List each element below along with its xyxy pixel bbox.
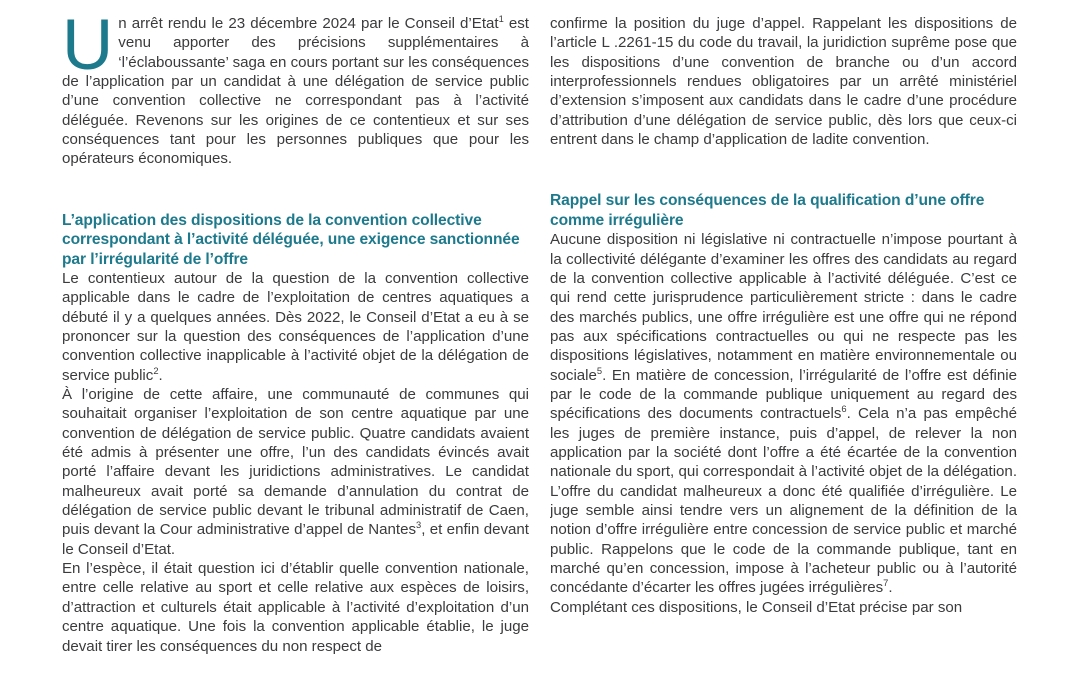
left-paragraph-3: En l’espèce, il était question ici d’établir quelle convention nationale, entre celle relative au sport et celle relative aux espèces de loisirs, d’attraction et culturels était applicable à l’activité d’exploitation d’un centre aquatique. Une fois la convention applicable établie, le juge devait tirer les conséquences du non respect de — [62, 560, 529, 655]
left-lead-paragraph — [62, 14, 529, 169]
left-p2-text-b: , et enfin devant le Conseil d’Etat. — [62, 521, 529, 558]
right-lead-paragraph: confirme la position du juge d’appel. Rappelant les dispositions de l’article L .2261-15 du code du travail, la juridiction suprême pose que les dispositions d’une convention de branche ou d’un accord interprofessionnels rendues obligatoires par un arrêté ministériel d’extension s’imposent aux candidats dans le cadre d’une procédure d’attribution d’une délégation de service public, dès lors que ceux-ci entrent dans le champ d’application de ladite convention. — [550, 15, 1017, 149]
right-heading-spacer — [550, 149, 1017, 191]
footnote-ref-2[interactable]: 2 — [153, 365, 159, 376]
right-p1-text-d: . — [888, 579, 893, 597]
footnote-ref-1[interactable]: 1 — [498, 14, 504, 24]
dropcap-letter: U — [62, 14, 113, 85]
right-section-heading: Rappel sur les conséquences de la qualification d’une offre comme irrégulière — [550, 192, 985, 229]
left-p2-text-a: À l’origine de cette affaire, une communauté de communes qui souhaitait organiser l’exploitation de son centre aquatique par une convention de délégation de service public. Quatre candidats avaient été admis à présenter une offre, l’un des candidats évincés avait porté l’affaire devant les juridictions administratives. Le candidat malheureux avait porté sa demande d’annulation du contrat de délégation de service public devant le tribunal administratif de Caen, puis devant la Cour administrative d’appel de Nantes — [62, 386, 529, 539]
left-heading-spacer — [62, 169, 529, 211]
left-section-heading: L’application des dispositions de la convention collective correspondant à l’activité déléguée, une exigence sanctionnée par l’irrégularité de l’offre — [62, 211, 520, 268]
right-p1-text-a: Aucune disposition ni législative ni contractuelle n’impose pourtant à la collectivité délégante d’examiner les offres des candidats au regard de la convention collective applicable à l’activité déléguée. C’est ce qui rend cette jurisprudence particulièrement stricte : dans le cadre des marchés publics, une offre irrégulière est une offre qui ne répond pas aux spécifications contractuelles ou qui ne respecte pas les dispositions législatives, notamment en matière environnementale ou sociale — [550, 231, 1017, 384]
left-paragraph-1 — [62, 269, 529, 385]
footnote-ref-6[interactable]: 6 — [841, 404, 847, 415]
left-p1-text-a: Le contentieux autour de la question de la convention collective applicable dans le cadre de l’exploitation de centres aquatiques a débuté il y a quelques années. Dès 2022, le Conseil d’Etat a eu à se prononcer sur la question des conséquences de l’application d’une convention collective inapplicable à l’activité objet de la délégation de service public — [62, 269, 529, 384]
right-paragraph-1 — [550, 230, 1017, 598]
left-lead-text-1: n arrêt rendu le 23 décembre 2024 par le Conseil d’Etat — [118, 15, 499, 32]
left-column — [62, 14, 529, 675]
right-p1-text-b: . En matière de concession, l’irrégularité de l’offre est définie par le code de la commande publique uniquement au regard des spécifications des documents contractuels — [550, 366, 1017, 423]
left-lead-text-2: est venu apporter des précisions supplémentaires à ‘l’éclaboussante’ saga en cours portant sur les conséquences de l’application par un candidat à une délégation de service public d’une convention collective ne correspondant pas à l’activité déléguée. Revenons sur les origines de ce contentieux et sur ses conséquences tant pour les personnes publiques que pour les opérateurs économiques. — [62, 15, 529, 168]
right-p1-text-c: . Cela n’a pas empêché les juges de première instance, puis d’appel, de relever la non application par la société dont l’offre a été écartée de la convention nationale du sport, qui correspondait à l’activité objet de la délégation. L’offre du candidat malheureux a donc été qualifiée d’irrégulière. Le juge semble ainsi tendre vers un alignement de la définition de la notion d’offre irrégulière entre concession de service public et marché public. Rappelons que le code de la commande publique, tant en marché qu’en concession, impose à l’acheteur public ou à l’autorité concédante d’écarter les offres jugées irrégulières — [550, 405, 1017, 597]
left-paragraph-2 — [62, 385, 529, 559]
footnote-ref-5[interactable]: 5 — [596, 365, 603, 376]
footnote-ref-3[interactable]: 3 — [416, 520, 422, 531]
right-column — [550, 14, 1017, 675]
footnote-ref-7[interactable]: 7 — [883, 578, 889, 589]
right-paragraph-2: Complétant ces dispositions, le Conseil d’Etat précise par son — [550, 598, 963, 616]
left-p1-text-b: . — [158, 366, 163, 384]
